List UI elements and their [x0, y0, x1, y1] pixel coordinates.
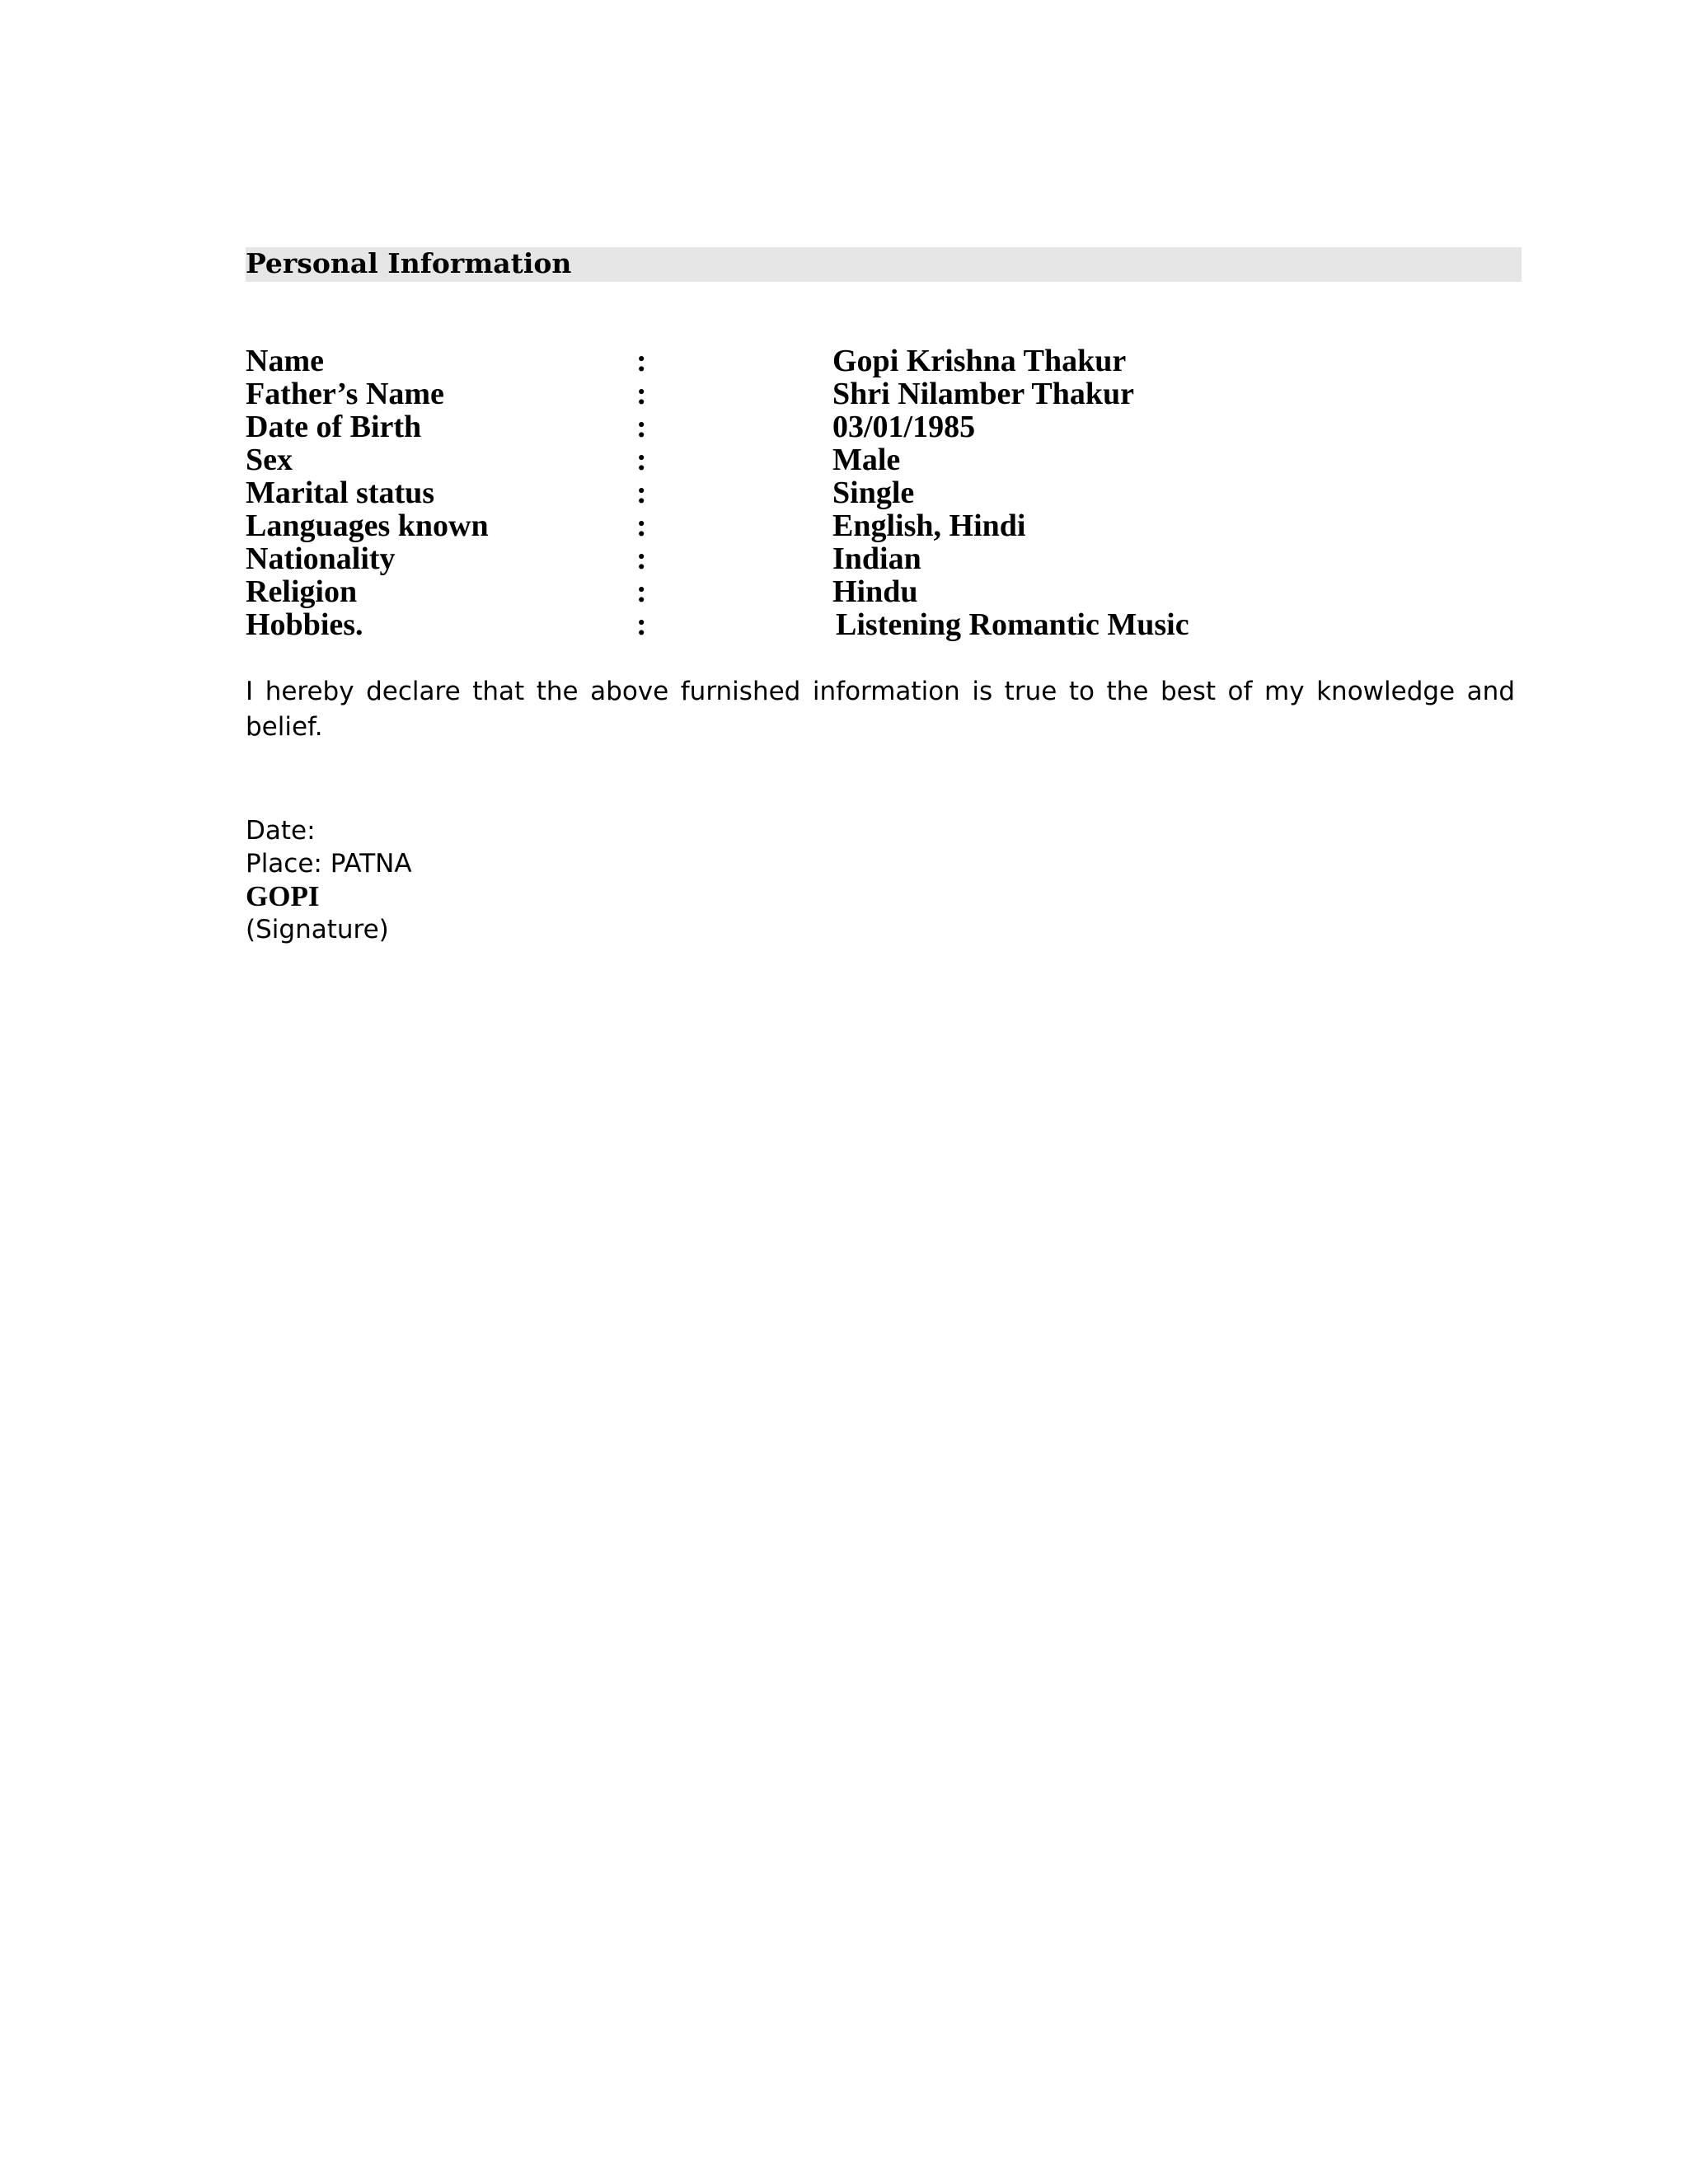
info-value: 03/01/1985: [832, 410, 976, 444]
signatory-name: GOPI: [246, 880, 320, 912]
info-separator: :: [636, 410, 647, 444]
info-value: Indian: [832, 541, 921, 576]
info-value: Gopi Krishna Thakur: [832, 344, 1127, 378]
info-separator: :: [636, 607, 647, 642]
info-row-hobbies: [246, 608, 1400, 641]
personal-info-table: [246, 344, 1400, 641]
info-label: Languages known: [246, 509, 489, 543]
info-row-fathers-name: [246, 377, 1400, 410]
info-row-languages-known: [246, 509, 1400, 542]
section-title: Personal Information: [246, 247, 572, 279]
info-row-nationality: [246, 542, 1400, 575]
declaration-text: I hereby declare that the above furnished information is true to the best of my knowledge and belief.: [246, 677, 1515, 742]
info-value: Shri Nilamber Thakur: [832, 377, 1135, 411]
info-separator: :: [636, 344, 647, 378]
info-value: Listening Romantic Music: [836, 607, 1189, 642]
info-row-name: [246, 344, 1400, 377]
info-row-date-of-birth: [246, 410, 1400, 443]
info-label: Sex: [246, 443, 293, 477]
info-label: Name: [246, 344, 324, 378]
info-separator: :: [636, 574, 647, 609]
info-label: Father’s Name: [246, 377, 444, 411]
place-label: Place: PATNA: [246, 849, 412, 879]
info-label: Marital status: [246, 476, 435, 510]
info-value: Male: [832, 443, 901, 477]
info-separator: :: [636, 443, 647, 477]
info-value: Hindu: [832, 574, 918, 609]
info-row-marital-status: [246, 476, 1400, 509]
info-separator: :: [636, 476, 647, 510]
info-label: Nationality: [246, 541, 396, 576]
signature-label: (Signature): [246, 915, 389, 944]
info-separator: :: [636, 541, 647, 576]
info-label: Hobbies.: [246, 607, 363, 642]
info-value: Single: [832, 476, 915, 510]
info-value: English, Hindi: [832, 509, 1026, 543]
info-row-religion: [246, 575, 1400, 608]
info-label: Religion: [246, 574, 358, 609]
info-separator: :: [636, 377, 647, 411]
signature-block: [246, 814, 412, 946]
date-label: Date:: [246, 816, 316, 846]
info-row-sex: [246, 443, 1400, 476]
info-label: Date of Birth: [246, 410, 422, 444]
info-separator: :: [636, 509, 647, 543]
